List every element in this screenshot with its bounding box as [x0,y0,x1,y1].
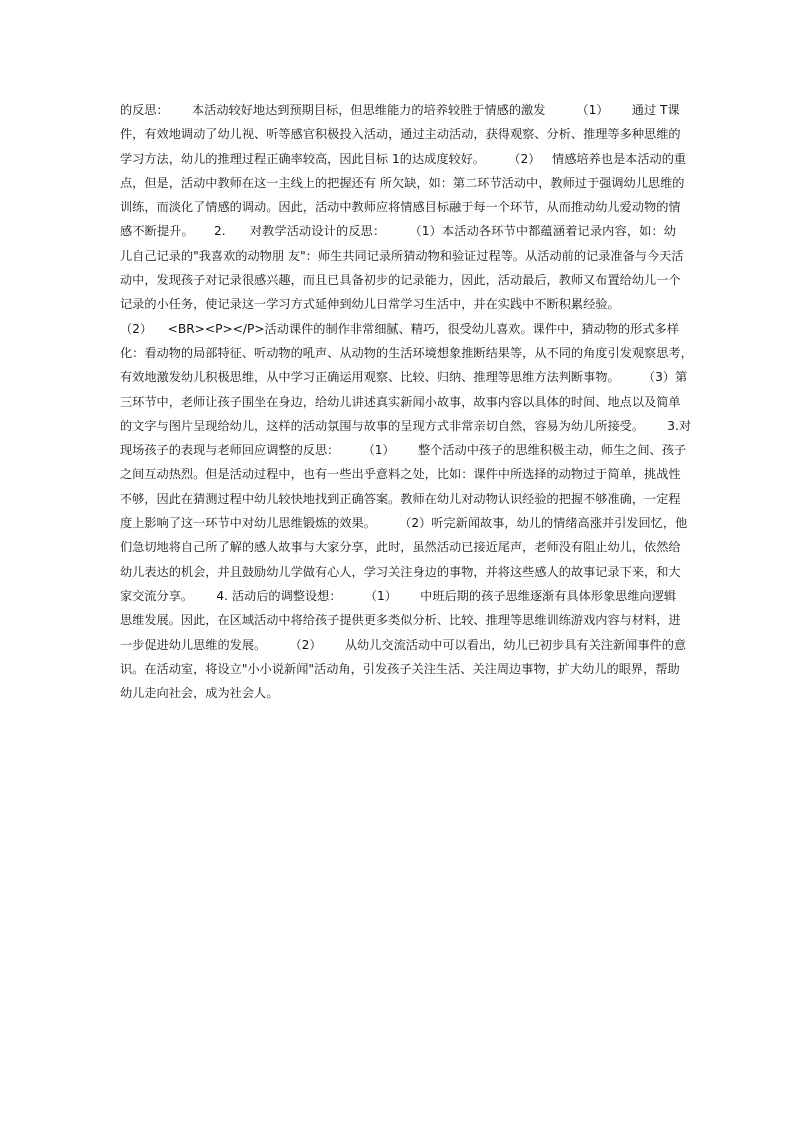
text-line: 感不断提升。 2. 对教学活动设计的反思： （1）本活动各环节中都蕴涵着记录内容，如：幼 [120,224,676,239]
text-line: 的文字与图片呈现给幼儿，这样的活动氛围与故事的呈现方式非常亲切自然，容易为幼儿所接受。 3.对 [120,418,692,433]
text-line: 度上影响了这一环节中对幼儿思维锻炼的效果。 （2）听完新闻故事，幼儿的情绪高涨并引发回忆，他 [120,516,688,531]
text-line: 识。在活动室，将设立"小小说新闻"活动角，引发孩子关注生活、关注周边事物，扩大幼儿的眼界，帮助 [120,661,680,676]
text-line: 不够，因此在猜测过程中幼儿较快地找到正确答案。教师在幼儿对动物认识经验的把握不够准确，一定程 [120,491,681,506]
text-line: 儿自己记录的"我喜欢的动物朋 友"：师生共同记录所猜动物和验证过程等。从活动前的记录准备与今天活 [120,248,684,263]
text-line: 家交流分享。 4. 活动后的调整设想： （1） 中班后期的孩子思维逐渐有具体形象思维向逻辑 [120,588,677,603]
text-line: 幼儿走向社会，成为社会人。 [120,686,279,701]
text-line: 三环节中，老师让孩子围坐在身边，给幼儿讲述真实新闻小故事，故事内容以具体的时间、地点以及简单 [120,394,681,409]
text-line: 训练，而淡化了情感的调动。因此，活动中教师应将情感目标融于每一个环节，从而推动幼儿爱动物的情 [120,200,681,215]
text-line: 化：看动物的局部特征、听动物的吼声、从动物的生活环境想象推断结果等，从不同的角度引发观察思考， [120,345,693,360]
text-line: 件，有效地调动了幼儿视、听等感官积极投入活动，通过主动活动，获得观察、分析、推理等多种思维的 [120,127,681,142]
text-line: 一步促进幼儿思维的发展。 （2） 从幼儿交流活动中可以看出，幼儿已初步具有关注新闻事件的意 [120,637,687,652]
text-line: 现场孩子的表现与老师回应调整的反思： （1） 整个活动中孩子的思维积极主动，师生之间、孩子 [120,443,687,458]
text-line: 幼儿表达的机会，并且鼓励幼儿学做有心人，学习关注身边的事物，并将这些感人的故事记录下来，和大 [120,564,681,579]
text-line: 之间互动热烈。但是活动过程中，也有一些出乎意料之处，比如：课件中所选择的动物过于简单，挑战性 [120,467,681,482]
text-line: 的反思： 本活动较好地达到预期目标，但思维能力的培养较胜于情感的激发 （1） 通过 T课 [120,103,680,117]
text-line: 学习方法，幼儿的推理过程正确率较高，因此目标 1的达成度较好。 （2） 情感培养也是本活动的重 [120,151,687,166]
text-line: 记录的小任务，使记录这一学习方式延伸到幼儿日常学习生活中，并在实践中不断积累经验。 [120,297,620,312]
text-line: 点，但是，活动中教师在这一主线上的把握还有 所欠缺，如：第二环节活动中，教师过于强调幼儿思维的 [120,175,685,190]
text-line: 有效地激发幼儿积极思维，从中学习正确运用观察、比较、归纳、推理等思维方法判断事物。 （3）第 [120,370,688,385]
text-line: 思维发展。因此，在区域活动中将给孩子提供更多类似分析、比较、推理等思维训练游戏内容与材料，进 [120,613,681,628]
text-line: 动中，发现孩子对记录很感兴趣，而且已具备初步的记录能力，因此，活动最后，教师又布置给幼儿一个 [120,273,681,288]
text-line: 们急切地将自己所了解的感人故事与大家分享，此时，虽然活动已接近尾声，老师没有阻止幼儿，依然给 [120,540,681,555]
body-text [120,98,693,705]
text-line: （2） <BR><P></P>活动课件的制作非常细腻、精巧，很受幼儿喜欢。课件中，猜动物的形式多样 [120,321,679,336]
